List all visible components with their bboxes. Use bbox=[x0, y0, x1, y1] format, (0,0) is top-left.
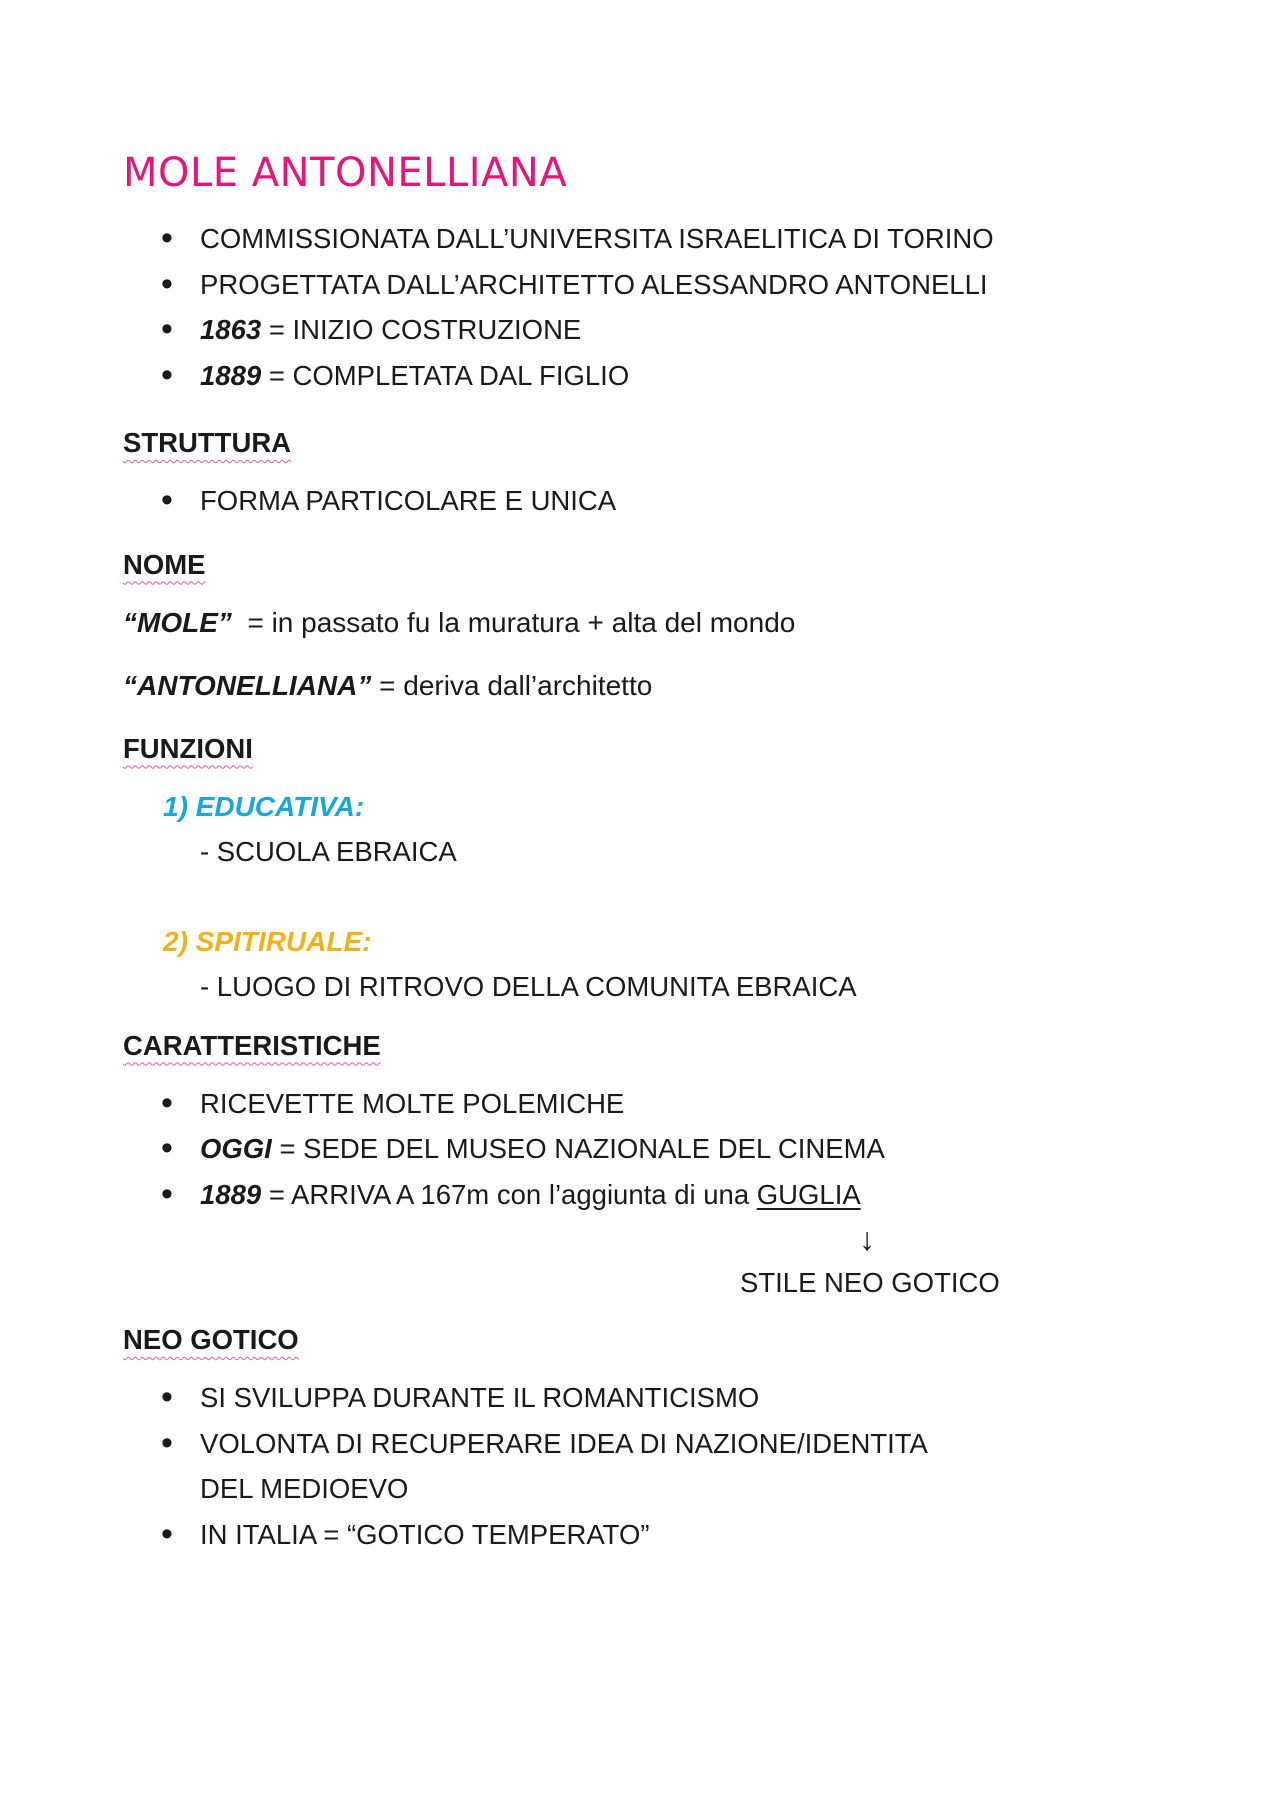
heading-struttura: STRUTTURA bbox=[123, 427, 292, 458]
item-year: 1889 bbox=[200, 1178, 262, 1210]
document-title: MOLE ANTONELLIANA bbox=[123, 150, 568, 196]
list-item bbox=[123, 1172, 1163, 1218]
item-keyword: OGGI bbox=[200, 1133, 272, 1164]
item-year: 1863 bbox=[200, 314, 262, 345]
item-text: PROGETTATA DALL’ARCHITETTO ALESSANDRO ANTONELLI bbox=[200, 268, 988, 300]
item-text: COMMISSIONATA DALL’UNIVERSITA ISRAELITICA DI TORINO bbox=[200, 223, 994, 254]
list-item bbox=[123, 1081, 1163, 1127]
list-item bbox=[123, 1375, 1163, 1421]
heading-caratteristiche: CARATTERISTICHE bbox=[123, 1029, 381, 1061]
nome-line-antonelliana bbox=[123, 663, 1163, 709]
funzione-spirituale-detail: - LUOGO DI RITROVO DELLA COMUNITA EBRAICA bbox=[200, 970, 857, 1002]
neo-gotico-list bbox=[123, 1375, 1163, 1557]
term: “ANTONELLIANA” bbox=[123, 669, 372, 701]
document-page bbox=[123, 150, 1163, 1557]
item-text: = SEDE DEL MUSEO NAZIONALE DEL CINEMA bbox=[271, 1133, 885, 1164]
term: “MOLE” bbox=[123, 606, 232, 638]
arrow-note-text: STILE NEO GOTICO bbox=[740, 1267, 1000, 1298]
list-item bbox=[123, 216, 1163, 262]
list-item bbox=[123, 1512, 1163, 1558]
heading-nome: NOME bbox=[123, 548, 206, 580]
item-text: SI SVILUPPA DURANTE IL ROMANTICISMO bbox=[200, 1382, 760, 1413]
guglia-term: GUGLIA bbox=[756, 1178, 861, 1210]
item-text: IN ITALIA = “GOTICO TEMPERATO” bbox=[200, 1518, 650, 1550]
definition: = deriva dall’architetto bbox=[371, 669, 653, 701]
item-text: = INIZIO COSTRUZIONE bbox=[261, 314, 582, 345]
funzione-educativa-label: 1) EDUCATIVA: bbox=[163, 790, 365, 822]
item-text: = COMPLETATA DAL FIGLIO bbox=[261, 359, 630, 391]
intro-list bbox=[123, 216, 1163, 398]
nome-line-mole bbox=[123, 600, 1163, 646]
list-item bbox=[123, 1126, 1163, 1172]
item-year: 1889 bbox=[200, 359, 262, 391]
item-text: RICEVETTE MOLTE POLEMICHE bbox=[200, 1087, 625, 1119]
list-item bbox=[123, 478, 1163, 524]
struttura-list bbox=[123, 478, 1163, 524]
item-text: VOLONTA DI RECUPERARE IDEA DI NAZIONE/IDENTITA DEL MEDIOEVO bbox=[200, 1427, 927, 1504]
list-item bbox=[123, 1421, 1163, 1512]
list-item bbox=[123, 353, 1163, 399]
arrow-note bbox=[123, 1217, 1163, 1309]
item-text: = ARRIVA A 167m con l’aggiunta di una bbox=[261, 1178, 757, 1210]
funzione-educativa-detail: - SCUOLA EBRAICA bbox=[200, 835, 457, 867]
heading-funzioni: FUNZIONI bbox=[123, 732, 253, 764]
down-arrow-icon: ↓ bbox=[859, 1221, 875, 1257]
list-item bbox=[123, 307, 1163, 353]
definition: = in passato fu la muratura + alta del mondo bbox=[231, 606, 796, 638]
heading-neo-gotico: NEO GOTICO bbox=[123, 1324, 299, 1355]
list-item bbox=[123, 262, 1163, 308]
funzione-spirituale-label: 2) SPITIRUALE: bbox=[163, 925, 372, 957]
item-text: FORMA PARTICOLARE E UNICA bbox=[200, 485, 617, 516]
caratteristiche-list bbox=[123, 1081, 1163, 1218]
